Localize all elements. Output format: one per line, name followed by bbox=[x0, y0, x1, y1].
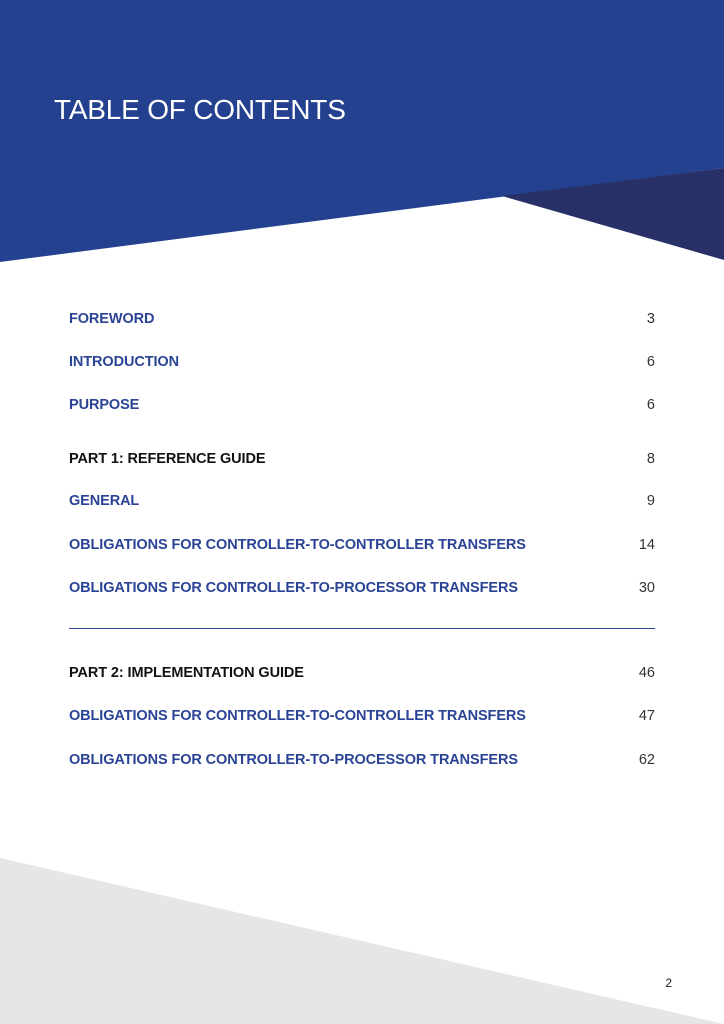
toc-entry-page: 46 bbox=[638, 665, 655, 681]
toc-entry-introduction[interactable] bbox=[69, 352, 655, 372]
page-number: 2 bbox=[665, 976, 672, 990]
toc-entry-label[interactable]: PURPOSE bbox=[69, 397, 140, 413]
section-divider bbox=[69, 628, 655, 629]
toc-part-label: PART 2: IMPLEMENTATION GUIDE bbox=[69, 665, 304, 681]
toc-entry-purpose[interactable] bbox=[69, 395, 655, 415]
toc-entry-c2c-part2[interactable] bbox=[69, 706, 655, 726]
toc-entry-page: 14 bbox=[638, 537, 655, 553]
toc-entry-c2p-part1[interactable] bbox=[69, 578, 655, 598]
toc-entry-page: 6 bbox=[646, 354, 655, 370]
toc-entry-page: 8 bbox=[646, 451, 655, 467]
toc-entry-page: 3 bbox=[646, 311, 655, 327]
toc-entry-label[interactable]: OBLIGATIONS FOR CONTROLLER-TO-CONTROLLER TRANSFERS bbox=[69, 537, 526, 553]
toc-part-2-heading bbox=[69, 663, 655, 683]
toc-entry-label[interactable]: OBLIGATIONS FOR CONTROLLER-TO-PROCESSOR TRANSFERS bbox=[69, 580, 518, 596]
toc-entry-page: 9 bbox=[646, 493, 655, 509]
toc-part-1-heading bbox=[69, 449, 655, 469]
toc-entry-label[interactable]: OBLIGATIONS FOR CONTROLLER-TO-CONTROLLER TRANSFERS bbox=[69, 708, 526, 724]
toc-entry-label[interactable]: INTRODUCTION bbox=[69, 354, 179, 370]
toc-entry-page: 6 bbox=[646, 397, 655, 413]
toc-entry-page: 62 bbox=[638, 752, 655, 768]
toc-entry-foreword[interactable] bbox=[69, 309, 655, 329]
page-title: TABLE OF CONTENTS bbox=[54, 94, 346, 125]
toc-part-label: PART 1: REFERENCE GUIDE bbox=[69, 451, 266, 467]
toc-entry-label[interactable]: FOREWORD bbox=[69, 311, 155, 327]
footer-grey-band bbox=[0, 858, 724, 1024]
toc-entry-c2c-part1[interactable] bbox=[69, 535, 655, 555]
toc-entry-label[interactable]: GENERAL bbox=[69, 493, 140, 509]
toc-entry-c2p-part2[interactable] bbox=[69, 750, 655, 770]
toc-entry-label[interactable]: OBLIGATIONS FOR CONTROLLER-TO-PROCESSOR TRANSFERS bbox=[69, 752, 518, 768]
toc-entry-page: 30 bbox=[638, 580, 655, 596]
toc-entry-general[interactable] bbox=[69, 491, 655, 511]
toc-entry-page: 47 bbox=[638, 708, 655, 724]
